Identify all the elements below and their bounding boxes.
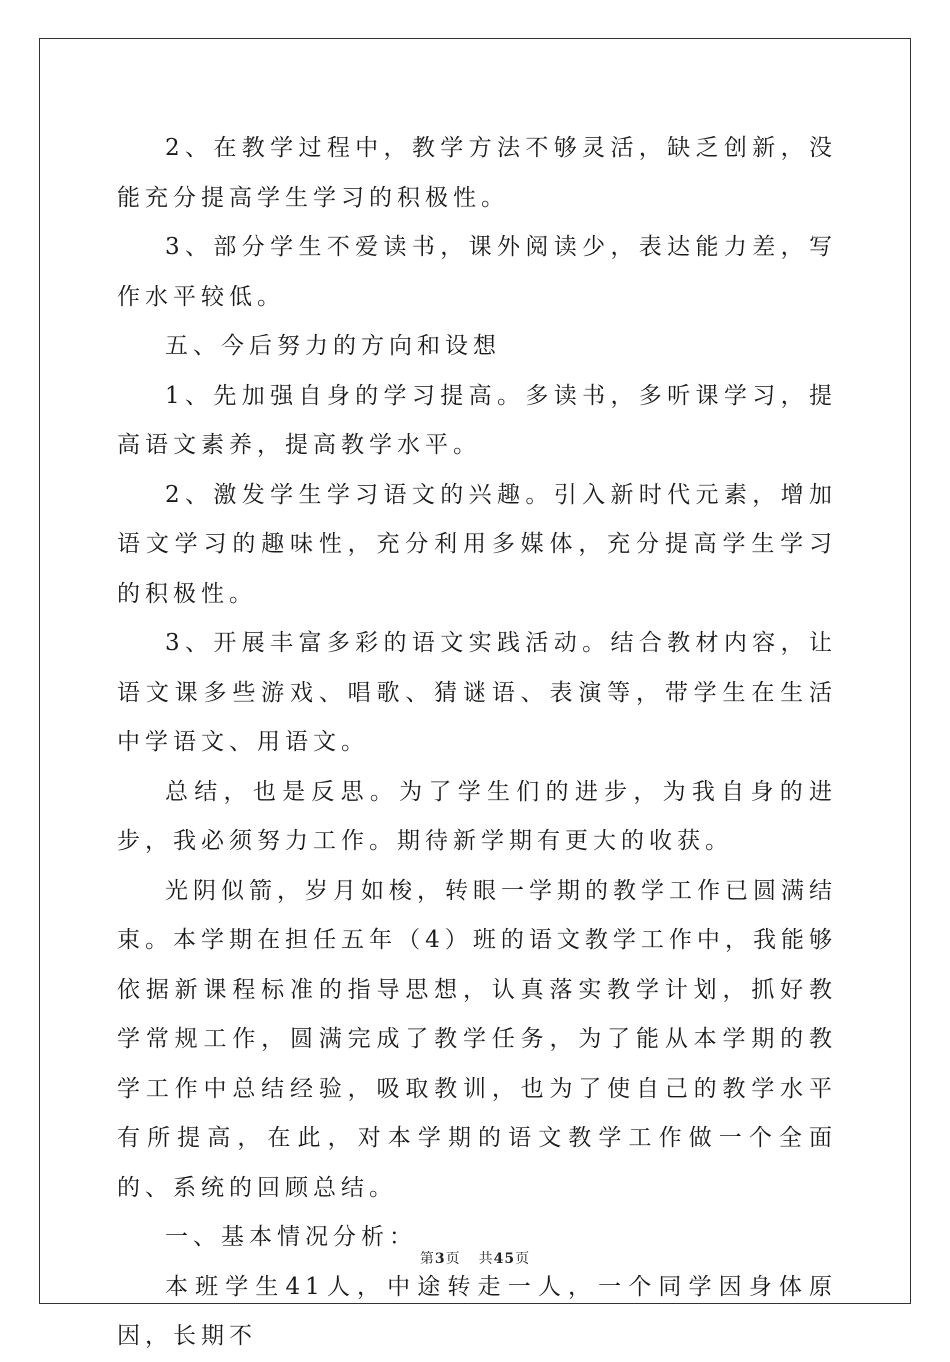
paragraph-3-activities: 3、开展丰富多彩的语文实践活动。结合教材内容，让语文课多些游戏、唱歌、猜谜语、表演等，带学生在生活中学语文、用语文。	[117, 630, 837, 755]
paragraph-semester-review: 光阴似箭，岁月如梭，转眼一学期的教学工作已圆满结束。本学期在担任五年（4）班的语文教学工作中，我能够依据新课程标准的指导思想，认真落实教学计划，抓好教学常规工作，圆满完成了教学任务，为了能从本学期的教学工作中总结经验，吸取教训，也为了使自己的教学水平有所提高，在此，对本学期的语文教学工作做一个全面的、系统的回顾总结。	[117, 877, 837, 1201]
total-prefix: 共	[478, 1251, 494, 1267]
page-current: 3	[434, 1251, 446, 1267]
document-body	[117, 124, 837, 1362]
total-unit: 页	[515, 1251, 531, 1267]
paragraph-2-interest: 2、激发学生学习语文的兴趣。引入新时代元素，增加语文学习的趣味性，充分利用多媒体，充分提高学生学习的积极性。	[117, 481, 837, 607]
section-heading-future-direction: 五、今后努力的方向和设想	[165, 333, 501, 359]
page-unit: 页	[445, 1251, 461, 1267]
paragraph-3-reading: 3、部分学生不爱读书，课外阅读少，表达能力差，写作水平较低。	[117, 234, 837, 310]
section-heading-basic-situation: 一、基本情况分析：	[165, 1224, 417, 1250]
page-number-footer	[0, 1248, 950, 1268]
page-prefix: 第	[419, 1251, 435, 1267]
paragraph-2-teaching-method: 2、在教学过程中，教学方法不够灵活，缺乏创新，没能充分提高学生学习的积极性。	[117, 135, 837, 211]
paragraph-summary: 总结，也是反思。为了学生们的进步，为我自身的进步，我必须努力工作。期待新学期有更大的收获。	[117, 778, 837, 854]
paragraph-1-self-improvement: 1、先加强自身的学习提高。多读书，多听课学习，提高语文素养，提高教学水平。	[117, 382, 837, 458]
paragraph-class-info: 本班学生41人，中途转走一人，一个同学因身体原因，长期不	[117, 1273, 837, 1349]
page-total: 45	[493, 1251, 516, 1267]
